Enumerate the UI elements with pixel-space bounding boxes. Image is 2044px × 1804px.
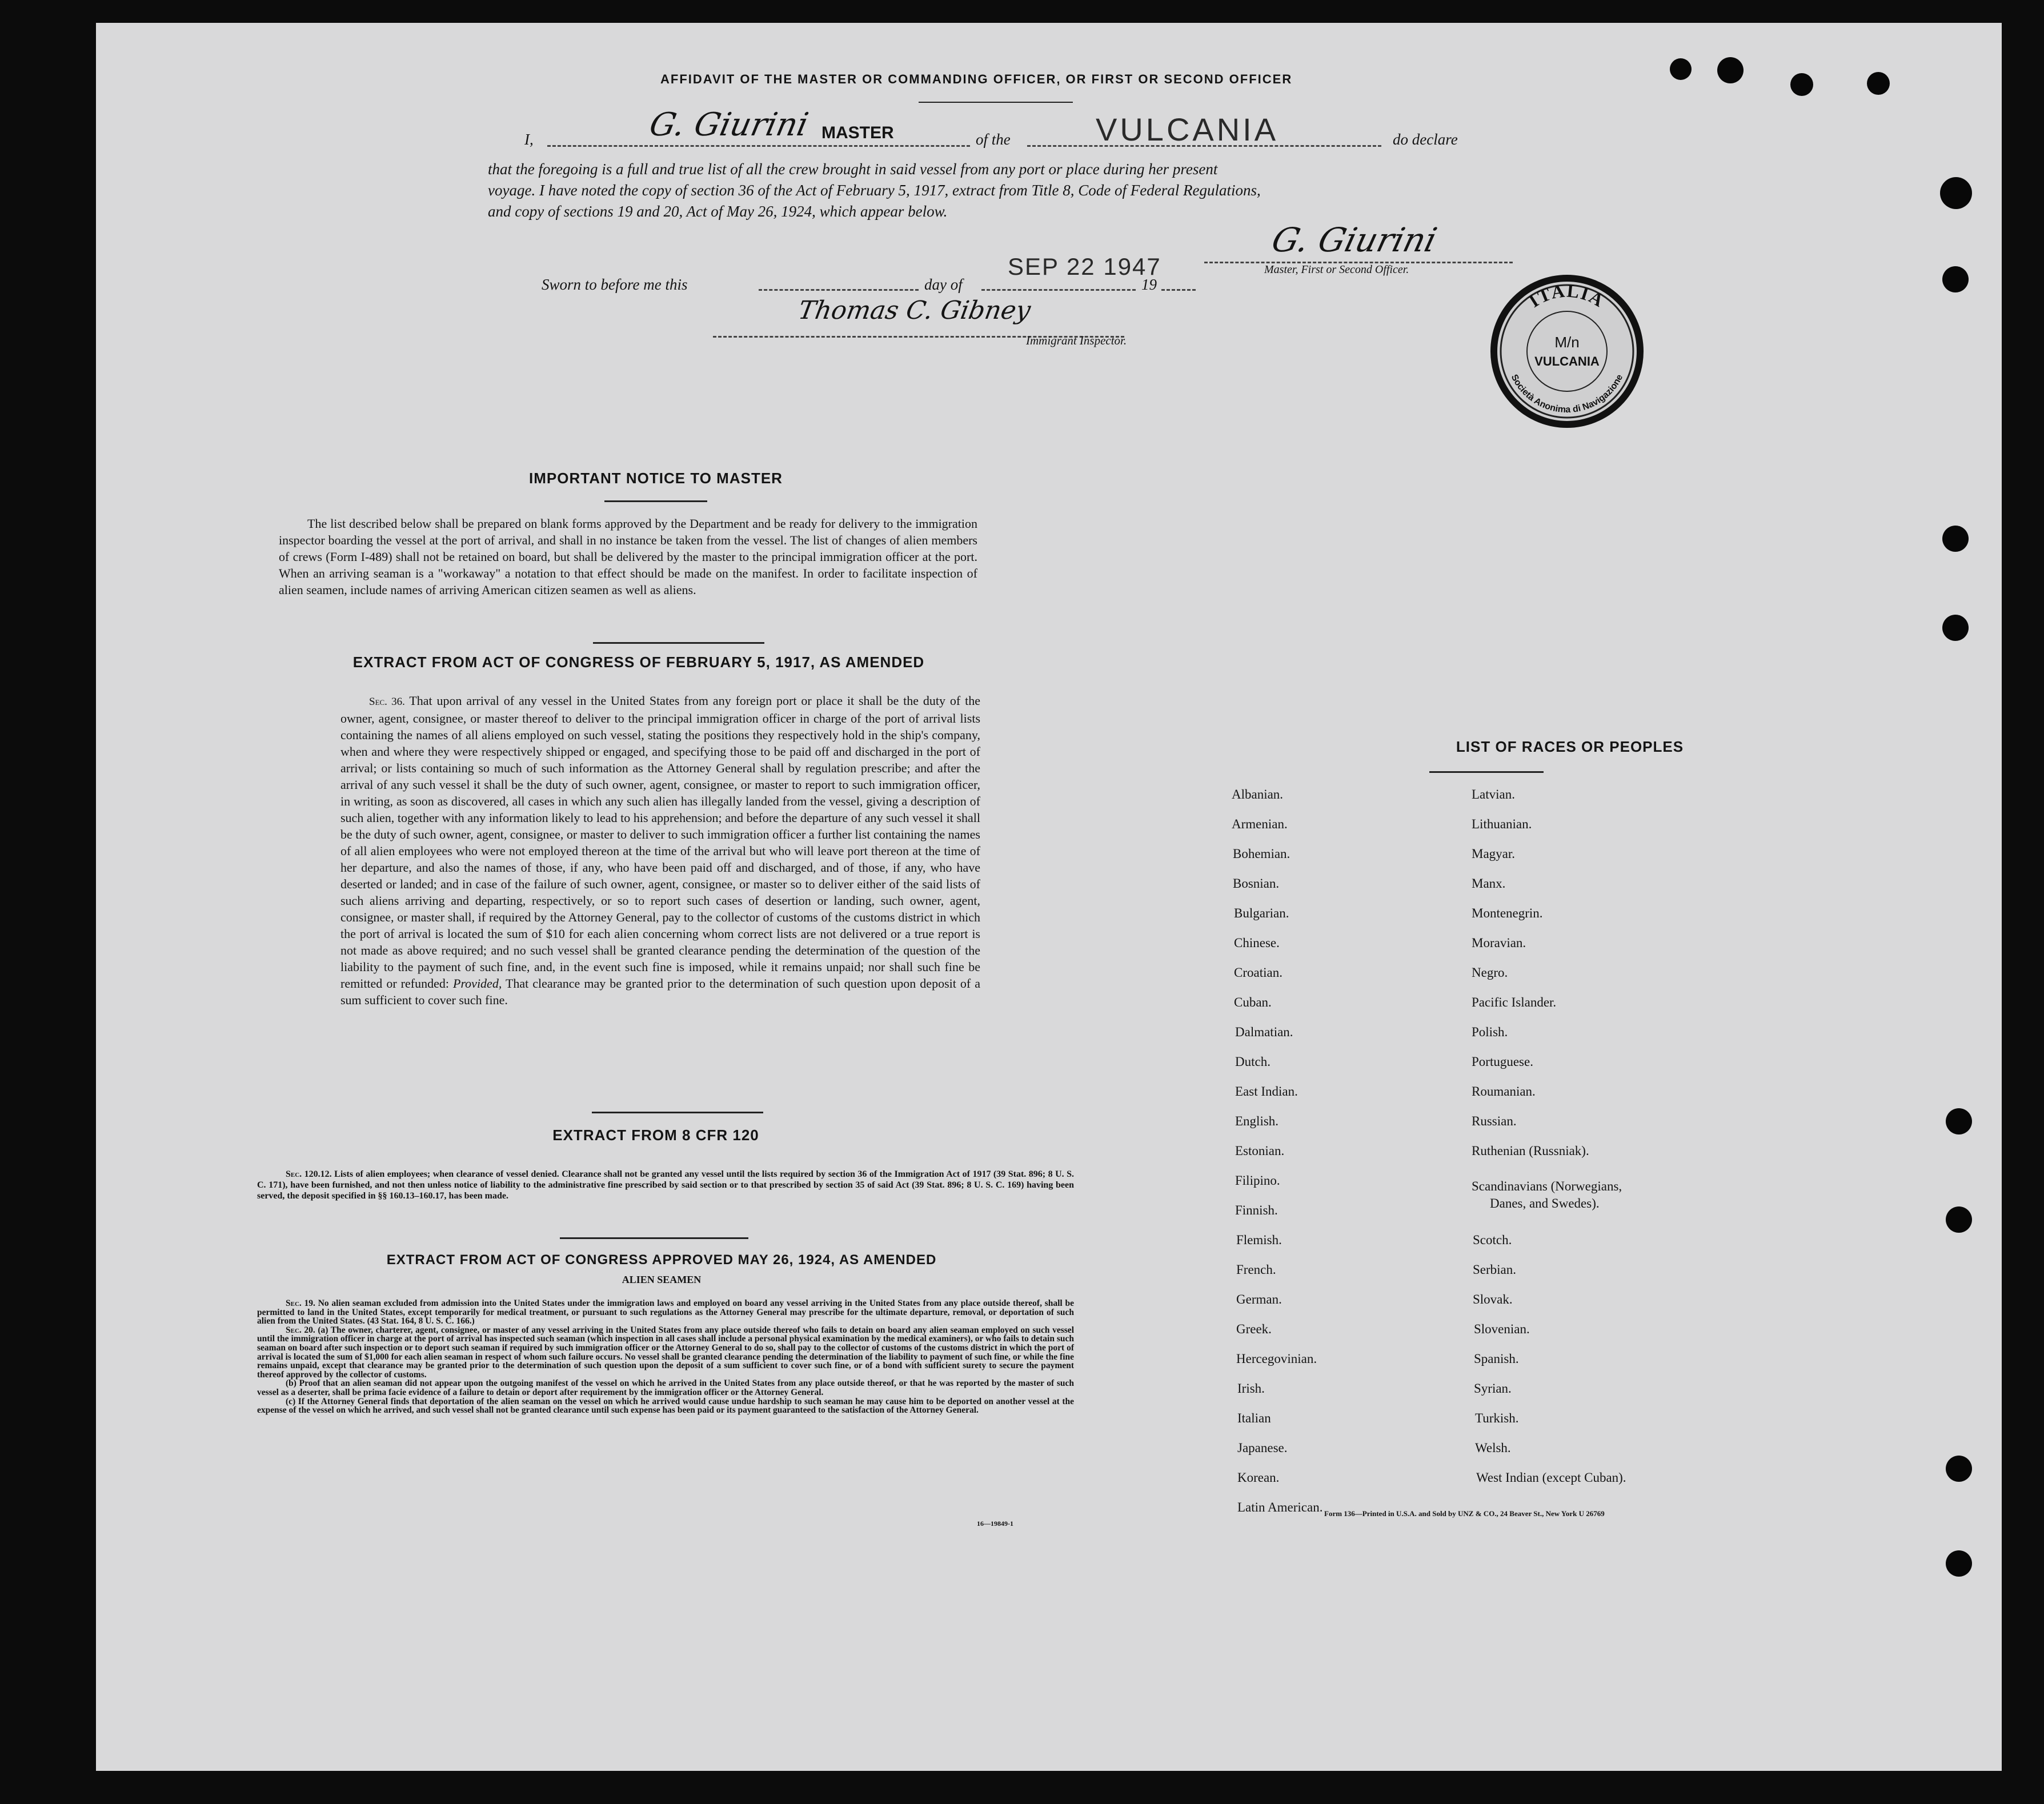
race-item: Bosnian. <box>1233 876 1280 891</box>
affidavit-title: AFFIDAVIT OF THE MASTER OR COMMANDING OFFICER, OR FIRST OR SECOND OFFICER <box>660 72 1293 86</box>
notice-text-body: The list described below shall be prepared on blank forms approved by the Department and be ready for delivery to the immigration inspector boarding the vessel at the port of arrival, and shall in no instance be taken from the vessel. The list of changes of alien members of crews (Form I-489) shall not be retained on board, but shall be delivered by the master to the principal immigration officer at the port. When an arriving seaman is a "workaway" a notation to that effect should be made on the manifest. In order to facilitate inspection of alien seamen, include names of arriving American citizen seamen as well as aliens. <box>279 516 977 597</box>
race-item: English. <box>1235 1114 1279 1128</box>
seal-center-2: VULCANIA <box>1534 354 1600 368</box>
sec-120-body: Lists of alien employees; when clearance of vessel denied. Clearance shall not be granted any vessel until the lists required by section 36 of the Immigration Act of 1917 (39 Stat. 896; 8 U. S. C. 171), have been furnished, and not then unless notice of liability to the administrative fine prescribed by said section or to that prescribed by section 35 of said Act (39 Stat. 896; 8 U. S. C. 169) having been served, the deposit specified in §§ 160.13–160.17, has been made. <box>257 1169 1075 1201</box>
declaration-line <box>524 106 1724 154</box>
race-item: Slovak. <box>1473 1292 1513 1306</box>
sec-36-body: That upon arrival of any vessel in the United States from any foreign port or place it shall be the duty of the owner, agent, consignee, or master thereof to deliver to the principal immigration officer in charge of the port of arrival lists containing the names of all aliens employed on such vessel, stating the positions they respectively hold in the ship's company, when and where they were respectively shipped or engaged, and specifying those to be paid off and discharged in the port of arrival; or lists containing so much of such information as the Attorney General shall by regulation prescribe; and after the arrival of any such vessel it shall be the duty of such owner, agent, consignee, or master to report to such immigration officer, in writing, as soon as discovered, all cases in which any such alien has illegally landed from the vessel, giving a description of such alien, together with any information likely to lead to his apprehension; and before the departure of any such vessel it shall be the duty of such owner, agent, consignee, or master to deliver to such immigration officer a further list containing the names of all alien employees who were not employed thereon at the time of the arrival but who will leave port thereon at the time of her departure, and also the names of those, if any, who have been paid off and discharged, and of those, if any, who have deserted or landed; and in case of the failure of such owner, agent, consignee, or master so to deliver either of the said lists of such aliens arriving and departing, respectively, or so to report such cases of desertion or landing, such owner, agent, consignee, or master shall, if required by the Attorney General, pay to the collector of customs of the customs district in which the port of arrival is located the sum of $10 for each alien concerning whom correct lists are not delivered or a true report is not made as above required; and no such vessel shall be granted clearance pending the determination of the question of the liability to the payment of such fine, and, in the event such fine is imposed, while it remains unpaid; nor shall such fine be remitted or refunded: <box>340 693 980 991</box>
date-stamp: SEP 22 1947 <box>1008 253 1161 280</box>
race-item: Moravian. <box>1472 936 1526 950</box>
inspector-caption: Immigrant Inspector. <box>1026 334 1127 347</box>
binder-hole <box>1670 58 1692 80</box>
race-item: Syrian. <box>1474 1381 1512 1396</box>
race-item: Turkish. <box>1475 1411 1519 1425</box>
printer-line: Form 136—Printed in U.S.A. and Sold by UNZ & CO., 24 Beaver St., New York U 26769 <box>1324 1509 1605 1518</box>
seal-center-1: M/n <box>1554 334 1580 351</box>
race-item: Montenegrin. <box>1472 906 1543 920</box>
race-item: German. <box>1236 1292 1282 1306</box>
binder-hole <box>1867 72 1890 95</box>
race-item: Roumanian. <box>1472 1084 1536 1099</box>
statement-line: that the foregoing is a full and true list of all the crew brought in said vessel from any port or place during her present <box>488 161 1218 178</box>
race-item: Irish. <box>1237 1381 1265 1396</box>
races-heading: LIST OF RACES OR PEOPLES <box>1456 738 1684 755</box>
seal-bottom-text: Società Anonima di Navigazione <box>1509 372 1625 415</box>
race-item: Manx. <box>1472 876 1506 891</box>
race-item: Latin American. <box>1237 1500 1323 1514</box>
binder-hole <box>1942 526 1969 552</box>
binder-hole <box>1946 1550 1972 1577</box>
race-item: Negro. <box>1472 965 1508 980</box>
company-seal <box>1490 274 1644 428</box>
officer-signature: G. Giurini <box>646 106 812 143</box>
race-item: Ruthenian (Russniak). <box>1472 1144 1589 1158</box>
sworn-day-blank <box>759 274 919 291</box>
race-item: West Indian (except Cuban). <box>1476 1470 1626 1485</box>
races-rule <box>1429 771 1544 773</box>
binder-hole <box>1942 615 1969 641</box>
i-label: I, <box>524 131 534 148</box>
race-item: Polish. <box>1472 1025 1508 1039</box>
race-item: Danes, and Swedes). <box>1490 1196 1600 1210</box>
statement-line: and copy of sections 19 and 20, Act of May 26, 1924, which appear below. <box>488 203 948 220</box>
binder-hole <box>1717 57 1744 83</box>
seal-graphic <box>1490 274 1644 428</box>
section-rule <box>560 1237 748 1239</box>
race-item: French. <box>1236 1262 1276 1277</box>
race-item: East Indian. <box>1235 1084 1298 1099</box>
race-item: Dalmatian. <box>1235 1025 1293 1039</box>
of-the-label: of the <box>976 131 1011 148</box>
extract-1924-text <box>257 1299 1074 1415</box>
sworn-label: Sworn to before me this <box>542 276 688 293</box>
section-rule <box>593 642 764 644</box>
form-code: 16—19849-1 <box>977 1520 1013 1528</box>
sec-20 <box>257 1326 1074 1380</box>
section-rule <box>592 1112 763 1113</box>
extract-cfr-heading: EXTRACT FROM 8 CFR 120 <box>552 1127 759 1144</box>
race-item: Slovenian. <box>1474 1322 1530 1336</box>
declaration-statement <box>488 159 1430 222</box>
race-item: Greek. <box>1236 1322 1272 1336</box>
race-item: Bohemian. <box>1233 847 1290 861</box>
notice-text <box>279 515 977 598</box>
race-item: Russian. <box>1472 1114 1517 1128</box>
sec-36-end: That clearance may be granted prior to the determination of such question upon deposit of a sum sufficient to cover such fine. <box>340 976 980 1007</box>
race-item: Finnish. <box>1235 1203 1278 1217</box>
binder-hole <box>1946 1456 1972 1482</box>
race-item: Hercegovinian. <box>1236 1352 1317 1366</box>
race-item: Scotch. <box>1473 1233 1512 1247</box>
race-item: Italian <box>1237 1411 1271 1425</box>
officer-caption: Master, First or Second Officer. <box>1264 263 1409 276</box>
manifest-page <box>96 23 2002 1771</box>
sec-36-label: Sec. 36. <box>369 696 405 708</box>
race-item: Croatian. <box>1234 965 1282 980</box>
extract-1917-heading: EXTRACT FROM ACT OF CONGRESS OF FEBRUARY 5, 1917, AS AMENDED <box>352 654 925 671</box>
race-item: Scandinavians (Norwegians, <box>1472 1179 1622 1193</box>
provided-label: Provided, <box>453 976 502 991</box>
race-item: Cuban. <box>1234 995 1272 1009</box>
race-item: Armenian. <box>1232 817 1288 831</box>
race-item: Spanish. <box>1474 1352 1519 1366</box>
race-item: Magyar. <box>1472 847 1516 861</box>
race-item: Bulgarian. <box>1234 906 1289 920</box>
race-item: Chinese. <box>1234 936 1280 950</box>
year-label: 19 <box>1141 276 1157 293</box>
race-item: Albanian. <box>1232 787 1284 801</box>
race-item: Welsh. <box>1475 1441 1511 1455</box>
inspector-signature: Thomas C. Gibney <box>796 296 1033 325</box>
race-item: Lithuanian. <box>1472 817 1532 831</box>
sworn-year-blank <box>1161 274 1196 291</box>
race-item: Latvian. <box>1472 787 1515 801</box>
notice-heading: IMPORTANT NOTICE TO MASTER <box>529 470 783 487</box>
race-item: Portuguese. <box>1472 1055 1533 1069</box>
race-item: Pacific Islander. <box>1472 995 1557 1009</box>
race-item: Filipino. <box>1235 1173 1280 1188</box>
binder-hole <box>1790 73 1813 96</box>
binder-hole <box>1940 177 1972 209</box>
race-item: Serbian. <box>1473 1262 1517 1277</box>
do-declare-label: do declare <box>1393 131 1458 148</box>
race-item: Flemish. <box>1236 1233 1282 1247</box>
officer-signature-2: G. Giurini <box>1268 221 1441 259</box>
race-item: Dutch. <box>1235 1055 1271 1069</box>
sec-20-c: (c) If the Attorney General finds that deportation of the alien seaman on the vessel on which he arrived would cause undue hardship to such seaman he may cause him to be deported on another vessel at the expense of the vessel on which he arrived, and such vessel shall not be granted clearance until such expense has been paid or its payment guaranteed to the satisfaction of the Attorney General. <box>257 1396 1074 1416</box>
notice-rule <box>604 500 707 502</box>
statement-line: voyage. I have noted the copy of section 36 of the Act of February 5, 1917, extract from Title 8, Code of Federal Regulations, <box>488 182 1261 199</box>
day-of-label: day of <box>924 276 963 293</box>
seal-top-text: ITALIA <box>1525 280 1609 312</box>
vessel-name: VULCANIA <box>1096 111 1279 147</box>
sec-120-label: Sec. 120.12. <box>286 1169 332 1179</box>
sec-20-body: (a) The owner, charterer, agent, consignee, or master of any vessel arriving in the United States from any place outside thereof who fails to detain on board any alien seaman employed on such vessel until the immigration officer in charge at the port of arrival has inspected such seaman (which inspection in all cases shall include a personal physical examination by the medical examiners), or who fails to detain such seaman on board after such inspection or to deport such seaman if required by such immigration officer or the Attorney General to do so, shall pay to the collector of customs of the customs district in which the port of arrival is located the sum of $1,000 for each alien seaman in respect of whom such failure occurs. No vessel shall be granted clearance pending the determination of the liability to payment of such fine, or while the fine remains unpaid, except that clearance may be granted prior to the determination of such question upon the deposit of a sum sufficient to cover such fine, or of a bond with sufficient surety to secure the payment thereof approved by the collector of customs. <box>257 1325 1074 1380</box>
extract-1924-heading: EXTRACT FROM ACT OF CONGRESS APPROVED MAY 26, 1924, AS AMENDED <box>386 1252 937 1268</box>
alien-seamen-subheading: ALIEN SEAMEN <box>622 1274 702 1285</box>
sec-19 <box>257 1299 1074 1326</box>
race-item: Japanese. <box>1237 1441 1288 1455</box>
race-item: Estonian. <box>1235 1144 1285 1158</box>
sec-20-label: Sec. 20. <box>286 1325 315 1335</box>
rank-stamp: MASTER <box>821 123 894 142</box>
binder-hole <box>1942 266 1969 292</box>
extract-cfr-text <box>257 1169 1074 1201</box>
sec-19-label: Sec. 19. <box>286 1298 315 1308</box>
extract-1917-text <box>340 692 980 1008</box>
binder-hole <box>1946 1108 1972 1134</box>
binder-hole <box>1946 1206 1972 1233</box>
sworn-line <box>542 253 1341 293</box>
title-rule <box>919 102 1073 103</box>
sec-20-b: (b) Proof that an alien seaman did not appear upon the outgoing manifest of the vessel on which he arrived in the United States from any place outside thereof, or that he was reported by the master of such vessel as a deserter, shall be prima facie evidence of a failure to detain or deport after requirement by the immigration officer or the Attorney General. <box>257 1378 1074 1397</box>
race-item: Korean. <box>1237 1470 1280 1485</box>
sec-19-body: No alien seaman excluded from admission into the United States under the immigration laws and employed on board any vessel arriving in the United States from any place outside thereof, shall be permitted to land in the United States, except temporarily for medical treatment, or pursuant to such regulations as the Attorney General may prescribe for the ultimate departure, removal, or deportation of such alien from the United States. (43 Stat. 164, 8 U. S. C. 166.) <box>257 1298 1075 1326</box>
